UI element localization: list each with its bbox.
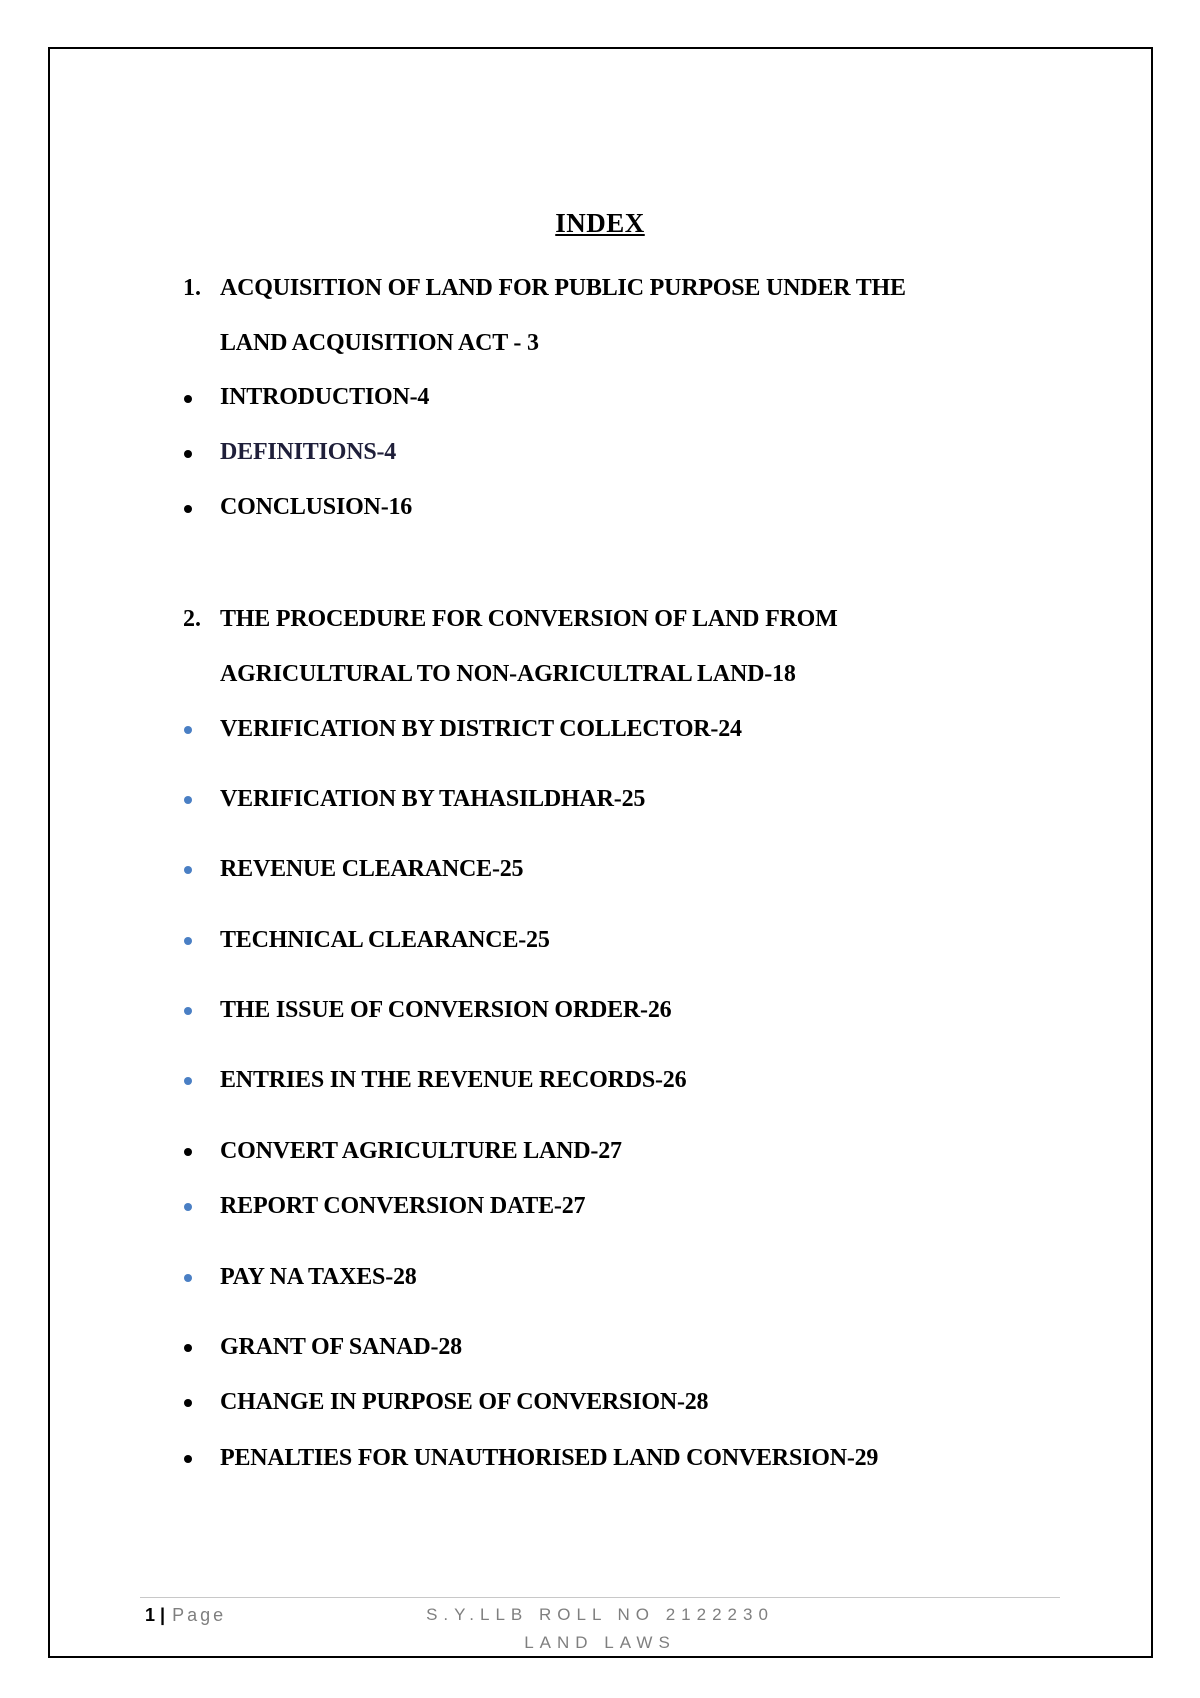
index-item: DEFINITIONS-4 [220, 439, 397, 465]
index-item: GRANT OF SANAD-28 [220, 1334, 462, 1360]
index-item: REPORT CONVERSION DATE-27 [220, 1193, 586, 1219]
bullet-icon [184, 1455, 192, 1463]
section-heading-line: ACQUISITION OF LAND FOR PUBLIC PURPOSE UNDER THE [220, 275, 906, 301]
index-item: PAY NA TAXES-28 [220, 1264, 417, 1290]
bullet-icon [184, 866, 192, 874]
bullet-icon [184, 937, 192, 945]
index-item: REVENUE CLEARANCE-25 [220, 856, 524, 882]
page-number: 1 [145, 1605, 159, 1625]
index-item: CONCLUSION-16 [220, 494, 413, 520]
index-item: CONVERT AGRICULTURE LAND-27 [220, 1138, 622, 1164]
section-heading-line: LAND ACQUISITION ACT - 3 [220, 330, 539, 356]
index-item: VERIFICATION BY DISTRICT COLLECTOR-24 [220, 716, 742, 742]
page-separator: | [160, 1605, 169, 1625]
section-heading-line: THE PROCEDURE FOR CONVERSION OF LAND FROM [220, 606, 838, 632]
bullet-icon [184, 796, 192, 804]
index-item: VERIFICATION BY TAHASILDHAR-25 [220, 786, 646, 812]
bullet-icon [184, 726, 192, 734]
bullet-icon [184, 1148, 192, 1156]
page-label: Page [172, 1605, 227, 1625]
bullet-icon [184, 395, 192, 403]
bullet-icon [184, 1274, 192, 1282]
bullet-icon [184, 1399, 192, 1407]
index-title: INDEX [555, 208, 645, 238]
index-item: THE ISSUE OF CONVERSION ORDER-26 [220, 997, 672, 1023]
bullet-icon [184, 1344, 192, 1352]
bullet-icon [184, 1007, 192, 1015]
footer-roll-number: S.Y.LLB ROLL NO 2122230 [426, 1605, 774, 1624]
section-number: 1. [183, 275, 201, 301]
index-item: CHANGE IN PURPOSE OF CONVERSION-28 [220, 1389, 709, 1415]
index-item: TECHNICAL CLEARANCE-25 [220, 927, 550, 953]
bullet-icon [184, 1203, 192, 1211]
section-number: 2. [183, 606, 201, 632]
bullet-icon [184, 1077, 192, 1085]
index-item: ENTRIES IN THE REVENUE RECORDS-26 [220, 1067, 687, 1093]
index-item: PENALTIES FOR UNAUTHORISED LAND CONVERSION-29 [220, 1445, 879, 1471]
footer-rule [140, 1597, 1060, 1598]
bullet-icon [184, 505, 192, 513]
section-heading-line: AGRICULTURAL TO NON-AGRICULTRAL LAND-18 [220, 661, 796, 687]
bullet-icon [184, 450, 192, 458]
footer-subject: LAND LAWS [524, 1633, 676, 1652]
index-item: INTRODUCTION-4 [220, 384, 430, 410]
